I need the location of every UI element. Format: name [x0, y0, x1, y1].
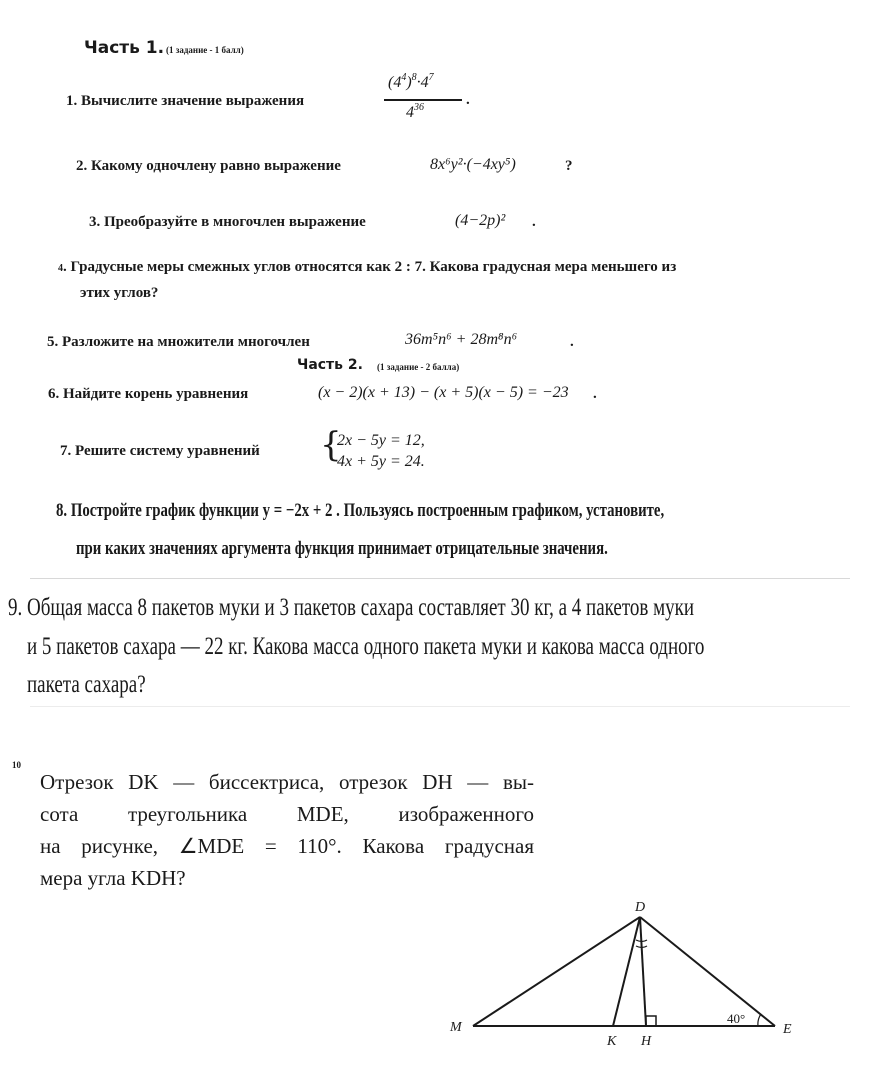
task4-line2: этих углов? — [80, 285, 159, 301]
task8-number: 8. — [56, 500, 68, 521]
task10-line1: Отрезок DK — биссектриса, отрезок DH — вы- — [40, 770, 534, 794]
task4-number: 4 — [58, 263, 63, 274]
right-angle-mark — [646, 1016, 656, 1026]
task2-number: 2. — [76, 158, 88, 174]
task7-equation1: 2x − 5y = 12, — [337, 432, 425, 449]
fraction-line — [384, 99, 462, 101]
part2-note: (1 задание - 2 балла) — [377, 362, 460, 372]
part2-title: Часть 2. — [297, 357, 363, 373]
task5-end: . — [570, 334, 574, 350]
task5-expression: 36m⁵n⁶ + 28m⁸n⁶ — [405, 331, 518, 348]
task8-line2: при каких значениях аргумента функция принимает отрицательные значения. — [76, 538, 608, 559]
task9-number: 9. — [8, 594, 23, 621]
task6 — [48, 386, 248, 403]
task7 — [60, 443, 260, 460]
task2-text: Какому одночлену равно выражение — [91, 158, 341, 174]
system-brace: { — [320, 425, 342, 465]
triangle-figure — [440, 895, 820, 1055]
task1 — [66, 93, 304, 110]
task5-number: 5. — [47, 334, 59, 350]
divider — [30, 578, 850, 579]
task9-line1 — [8, 594, 694, 622]
task1-denominator: $4^{36}$ — [406, 102, 424, 121]
task2 — [76, 158, 341, 175]
task7-equation2: 4x + 5y = 24. — [337, 453, 425, 470]
task10-line2: сота треугольника MDE, изображенного — [40, 802, 534, 826]
task5 — [47, 334, 310, 351]
task10-number: 10 — [12, 760, 21, 770]
divider — [30, 706, 850, 707]
label-e: E — [783, 1022, 792, 1037]
task5-text: Разложите на множители многочлен — [62, 334, 310, 350]
label-d: D — [635, 900, 646, 915]
task8-line1 — [56, 500, 664, 522]
label-h: H — [641, 1034, 652, 1049]
task8-text: Постройте график функции y = −2x + 2 . Пользуясь построенным графиком, установите, — [70, 500, 665, 521]
task10-line3: на рисунке, ∠MDE = 110°. Какова градусная — [40, 834, 534, 858]
task6-end: . — [593, 386, 597, 402]
angle-40-label: 40° — [727, 1011, 746, 1026]
task2-end: ? — [565, 158, 573, 174]
task7-number: 7. — [60, 443, 72, 459]
task1-text: Вычислите значение выражения — [81, 93, 305, 109]
task10-line4: мера угла KDH? — [40, 866, 186, 890]
task6-expression: (x − 2)(x + 13) − (x + 5)(x − 5) = −23 — [318, 384, 569, 401]
task3 — [89, 214, 366, 231]
task9-line3: пакета сахара? — [27, 671, 146, 698]
part1-title: Часть 1. — [84, 38, 165, 58]
task1-number: 1. — [66, 93, 78, 109]
part1-note: (1 задание - 1 балл) — [166, 45, 244, 55]
task10-text — [40, 766, 534, 894]
task9-text: Общая масса 8 пакетов муки и 3 пакетов сахара составляет 30 кг, а 4 пакетов муки — [27, 594, 695, 621]
task3-end: . — [532, 214, 536, 230]
task1-end: . — [466, 92, 470, 108]
angle-40-arc — [758, 1014, 761, 1026]
task4-line1 — [58, 259, 676, 276]
task6-text: Найдите корень уравнения — [63, 386, 249, 402]
task3-text: Преобразуйте в многочлен выражение — [104, 214, 366, 230]
side-md — [473, 917, 640, 1026]
task9-line2: и 5 пакетов сахара — 22 кг. Какова масса одного пакета муки и какова масса одного — [27, 633, 705, 660]
bisector-dk — [613, 917, 640, 1026]
side-de — [640, 917, 775, 1026]
task1-numerator: $(4^4)^8\cdot 4^7$ — [388, 72, 434, 91]
height-dh — [640, 917, 646, 1026]
task6-number: 6. — [48, 386, 60, 402]
label-k: K — [607, 1034, 617, 1049]
task3-expression: (4−2p)² — [455, 212, 506, 229]
task2-expression: 8x⁶y²·(−4xy⁵) — [430, 156, 516, 173]
task3-number: 3. — [89, 214, 101, 230]
label-m: M — [450, 1020, 462, 1035]
task4-text: . Градусные меры смежных углов относятся как 2 : 7. Какова градусная мера меньшего из — [63, 259, 677, 275]
task7-text: Решите систему уравнений — [75, 443, 260, 459]
